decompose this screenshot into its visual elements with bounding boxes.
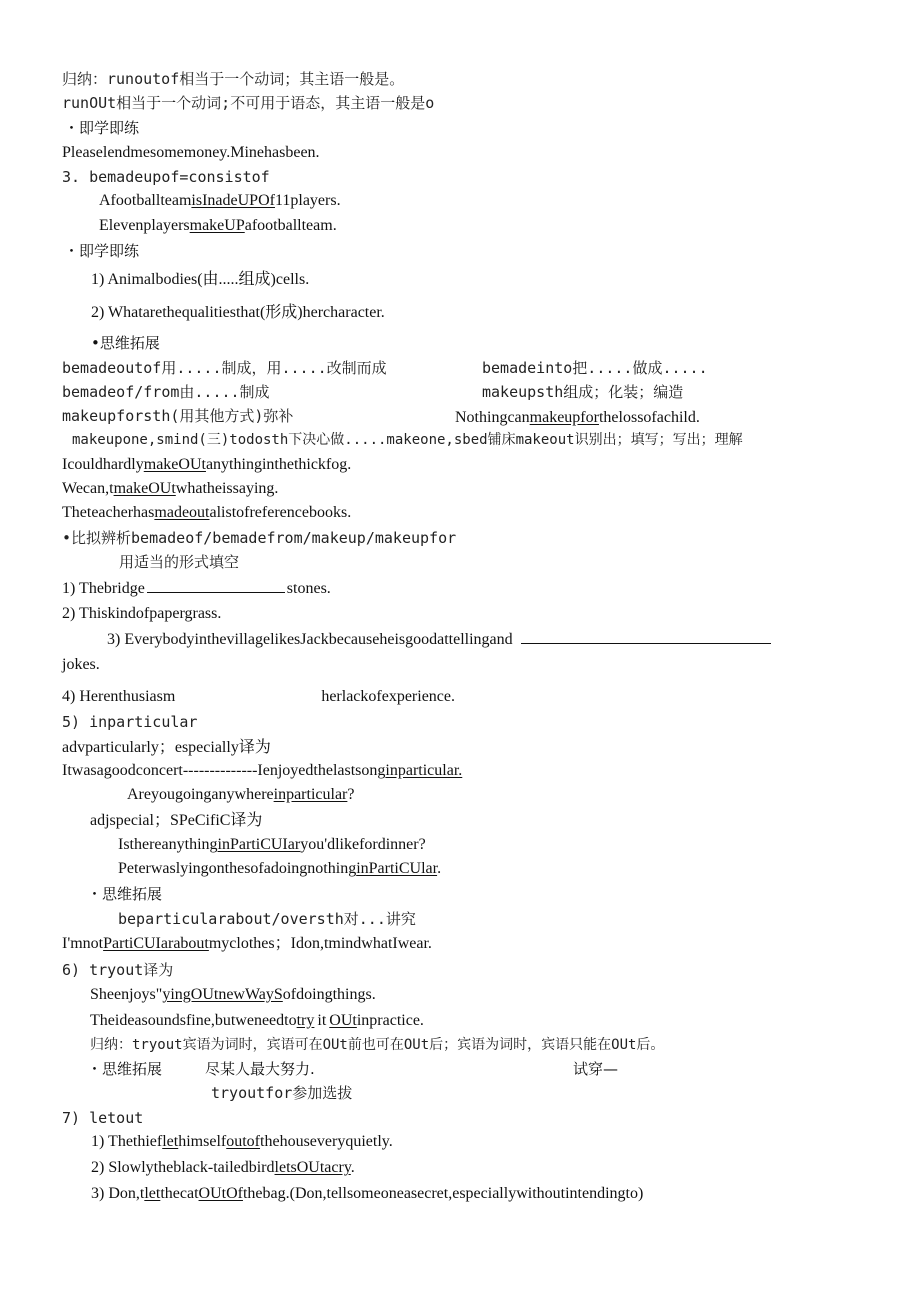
example-sentence: IcouldhardlymakeOUtanythinginthethickfog. <box>62 456 352 473</box>
phrase-note: makeupone,smind(三)todosth下决心做.....makeone,sbed铺床makeout识别出；填写；写出；理解 <box>72 432 743 448</box>
example-sentence: 2) Slowlytheblack-tailedbirdletsOUtacry. <box>91 1159 355 1176</box>
phrase-note: beparticularabout/oversth对...讲究 <box>118 910 416 928</box>
underlined-phrase: makeupfor <box>529 409 599 426</box>
underlined-phrase: OUt <box>329 1012 357 1029</box>
example-sentence: Wecan,tmakeOUtwhatheissaying. <box>62 480 279 497</box>
practice-heading: ・即学即练 <box>64 242 140 260</box>
phrase-note: makeupsth组成；化装；编造 <box>482 383 684 401</box>
extension-heading: ・思维拓展 <box>87 1060 163 1078</box>
phrase-note: bemadeof/from由.....制成 <box>62 383 270 401</box>
summary-line: 归纳：tryout宾语为词时，宾语可在OUt前也可在OUt后；宾语为词时，宾语只能在OUt后。 <box>90 1037 665 1053</box>
underlined-phrase: inparticular. <box>385 762 463 779</box>
underlined-phrase: makeUP <box>189 217 245 234</box>
example-sentence: Theteacherhasmadeoutalistofreferencebooks. <box>62 504 352 521</box>
example-sentence: ElevenplayersmakeUPafootballteam. <box>99 217 337 234</box>
example-sentence: 1) Thethieflethimselfoutofthehouseveryquietly. <box>91 1133 393 1150</box>
definition-line: advparticularly；especially译为 <box>62 739 271 756</box>
summary-line-2: runOUt相当于一个动词;不可用于语态，其主语一般是o <box>62 94 435 112</box>
underlined-phrase: try <box>296 1012 315 1029</box>
fill-blank-item-1: 1) Thebridge stones. <box>62 580 331 597</box>
underlined-phrase: outof <box>226 1133 261 1150</box>
underlined-phrase: makeOUt <box>143 456 206 473</box>
phrase-note: bemadeinto把.....做成..... <box>482 359 708 377</box>
example-sentence: Areyougoinganywhereinparticular? <box>127 786 355 803</box>
phrase-note: 试穿— <box>573 1060 619 1078</box>
section-heading-6: 6) tryout译为 <box>62 961 174 979</box>
underlined-phrase: yingOUtnewWayS <box>162 986 283 1003</box>
practice-heading: ・即学即练 <box>64 119 140 137</box>
underlined-phrase: OUtOf <box>198 1185 243 1202</box>
phrase-note: tryoutfor参加选拔 <box>211 1084 353 1102</box>
underlined-phrase: inparticular <box>273 786 348 803</box>
fill-blank-item-3-cont: jokes. <box>62 656 100 673</box>
phrase-note: bemadeoutof用.....制成，用.....改制而成 <box>62 359 387 377</box>
example-sentence: Sheenjoys"yingOUtnewWaySofdoingthings. <box>90 986 376 1003</box>
underlined-phrase: inPartiCUlar <box>356 860 438 877</box>
example-sentence: IsthereanythinginPartiCUIaryou'dlikefordinner? <box>118 836 426 853</box>
extension-heading: •思维拓展 <box>91 334 160 352</box>
extension-heading: ・思维拓展 <box>87 885 163 903</box>
underlined-phrase: madeout <box>154 504 210 521</box>
comparison-heading: •比拟辨析bemadeof/bemadefrom/makeup/makeupfor <box>62 529 457 547</box>
exercise-item-2: 2) Whatarethequalitiesthat(形成)hercharacter. <box>91 304 385 321</box>
answer-blank[interactable] <box>177 699 319 701</box>
answer-blank[interactable] <box>147 591 285 593</box>
example-sentence: 3) Don,tletthecatOUtOfthebag.(Don,tellsomeoneasecret,especiallywithoutintendingto) <box>91 1185 644 1202</box>
exercise-item-1: 1) Animalbodies(由.....组成)cells. <box>91 271 310 288</box>
example-sentence: I'mnotPartiCUIaraboutmyclothes；Idon,tmindwhatIwear. <box>62 935 432 952</box>
example-sentence: Theideasoundsfine,butweneedtotry it OUtinpractice. <box>90 1012 424 1029</box>
instruction: 用适当的形式填空 <box>119 553 240 571</box>
example-sentence: Nothingcanmakeupforthelossofachild. <box>455 409 700 426</box>
underlined-phrase: PartiCUIarabout <box>103 935 209 952</box>
underlined-phrase: let <box>162 1133 179 1150</box>
definition-line: adjspecial；SPeCifiC译为 <box>90 812 263 829</box>
underlined-phrase: let <box>144 1185 161 1202</box>
example-sentence: AfootballteamisInadeUPOf11players. <box>99 192 341 209</box>
phrase-note: 尽某人最大努力. <box>205 1060 315 1078</box>
example-sentence: PeterwaslyingonthesofadoingnothinginPartiCUlar. <box>118 860 442 877</box>
underlined-phrase: letsOUtacry <box>274 1159 351 1176</box>
phrase-note: makeupforsth(用其他方式)弥补 <box>62 407 294 425</box>
fill-blank-item-3: 3) EverybodyinthevillagelikesJackbecauseheisgoodattellingand <box>107 632 771 648</box>
summary-line-1: 归纳：runoutof相当于一个动词；其主语一般是。 <box>62 70 405 88</box>
fill-blank-item-2: 2) Thiskindofpapergrass. <box>62 605 222 622</box>
section-heading-3: 3. bemadeupof=consistof <box>62 168 270 186</box>
practice-sentence: Pleaselendmesomemoney.Minehasbeen. <box>62 144 320 161</box>
underlined-phrase: isInadeUPOf <box>191 192 275 209</box>
example-sentence: Itwasagoodconcert--------------Ienjoyedthelastsonginparticular. <box>62 762 463 779</box>
section-heading-5: 5) inparticular <box>62 713 198 731</box>
fill-blank-item-4: 4) Herenthusiasm herlackofexperience. <box>62 688 455 705</box>
underlined-phrase: makeOUt <box>113 480 176 497</box>
underlined-phrase: inPartiCUIar <box>217 836 301 853</box>
section-heading-7: 7) letout <box>62 1109 144 1127</box>
answer-blank[interactable] <box>521 642 771 644</box>
